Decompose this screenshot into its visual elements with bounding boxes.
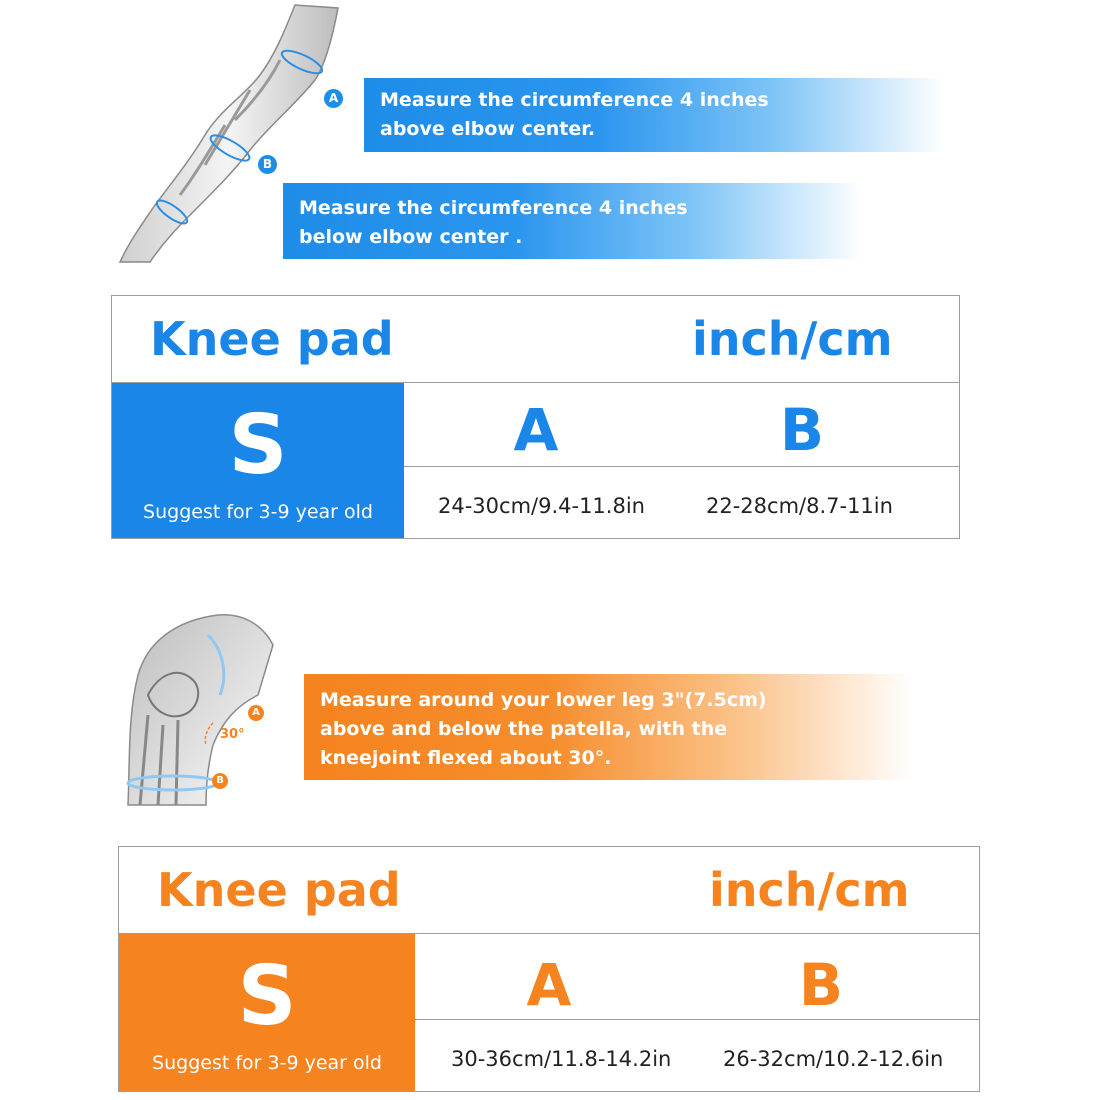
column-a-header: A [526, 951, 572, 1019]
table-header [119, 847, 979, 934]
table-title: Knee pad [150, 312, 394, 366]
table-title: Knee pad [157, 863, 401, 917]
size-letter: S [228, 398, 288, 493]
angle-label: 30° [220, 727, 245, 742]
value-b: 22-28cm/8.7-11in [706, 494, 893, 518]
size-cell [119, 934, 415, 1091]
marker-a: A [248, 705, 264, 721]
age-suggestion: Suggest for 3-9 year old [152, 1052, 382, 1074]
value-b: 26-32cm/10.2-12.6in [723, 1047, 944, 1071]
size-cell [112, 383, 404, 538]
marker-b: B [212, 773, 228, 789]
table-header [112, 296, 959, 383]
value-a: 30-36cm/11.8-14.2in [451, 1047, 672, 1071]
row-divider [404, 466, 959, 467]
value-a: 24-30cm/9.4-11.8in [438, 494, 645, 518]
column-b-header: B [798, 951, 844, 1019]
unit-label: inch/cm [709, 863, 910, 917]
instruction-banner-knee: Measure around your lower leg 3"(7.5cm) above and below the patella, with the kneejoint flexed about 30°. [304, 674, 914, 780]
row-divider [415, 1019, 979, 1020]
instruction-banner-above-elbow: Measure the circumference 4 inches above elbow center. [364, 78, 944, 152]
size-letter: S [237, 949, 297, 1044]
marker-b: B [258, 155, 277, 174]
unit-label: inch/cm [692, 312, 893, 366]
column-b-header: B [779, 396, 825, 464]
age-suggestion: Suggest for 3-9 year old [143, 501, 373, 523]
column-a-header: A [513, 396, 559, 464]
size-table-blue [111, 295, 960, 539]
size-table-orange [118, 846, 980, 1092]
instruction-banner-below-elbow: Measure the circumference 4 inches below elbow center . [283, 183, 863, 259]
marker-a: A [324, 89, 343, 108]
